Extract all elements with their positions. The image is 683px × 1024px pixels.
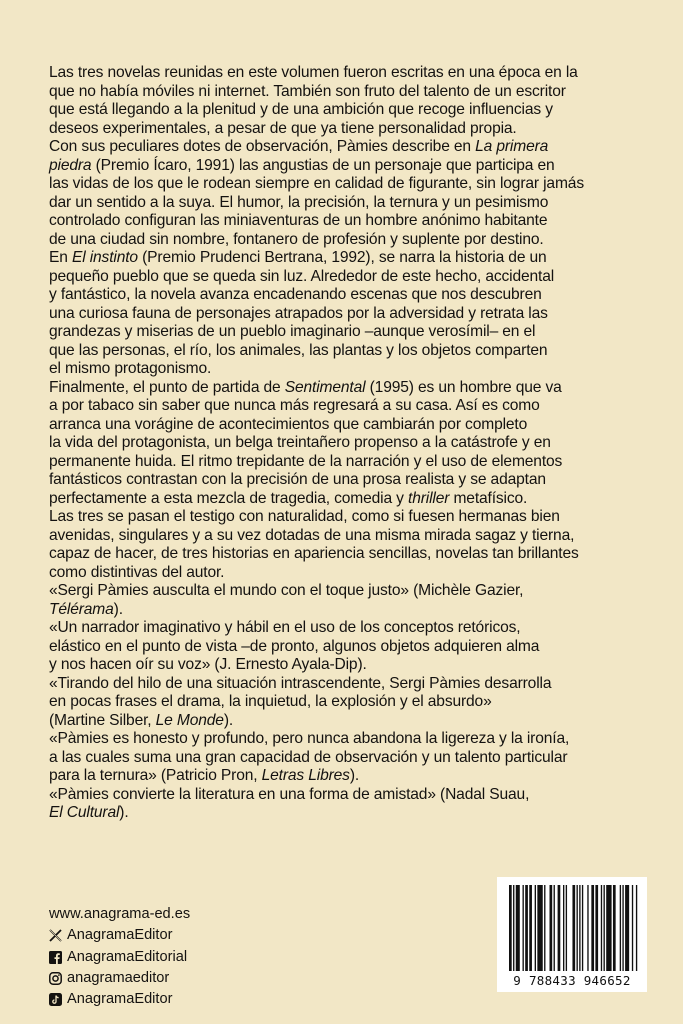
blurb-line: [49, 64, 649, 83]
blurb-text: y fantástico, la novela avanza encadenando escenas que nos descubren: [49, 286, 542, 303]
blurb-text: Las tres se pasan el testigo con naturalidad, como si fuesen hermanas bien: [49, 508, 560, 525]
blurb-text: ).: [113, 600, 123, 618]
facebook-icon: [49, 951, 62, 964]
blurb-text: pequeño pueblo que se queda sin luz. Alrededor de este hecho, accidental: [49, 267, 555, 285]
blurb-italic-text: El Cultural: [49, 804, 120, 821]
barcode-bar: [525, 885, 528, 971]
blurb-line: [49, 175, 649, 194]
barcode-bar: [566, 885, 567, 971]
blurb-line: [49, 508, 649, 527]
blurb-text: capaz de hacer, de tres historias en apariencia sencillas, novelas tan brillantes: [49, 545, 579, 562]
blurb-text: metafísico.: [449, 489, 528, 507]
barcode-bar: [591, 885, 594, 971]
blurb-italic-text: Le Monde: [155, 711, 224, 729]
blurb-text: Finalmente, el punto de partida de: [49, 378, 285, 396]
blurb-text: «Un narrador imaginativo y hábil en el uso de los conceptos retóricos,: [49, 619, 521, 636]
blurb-text: Las tres novelas reunidas en este volumen fueron escritas en una época en la: [49, 64, 578, 81]
website-link[interactable]: www.anagrama-ed.es: [49, 906, 191, 922]
blurb-line: [49, 268, 649, 287]
blurb-text: arranca una vorágine de acontecimientos que cambiarán por completo: [49, 415, 528, 433]
blurb-line: [49, 249, 649, 268]
blurb-text: permanente huida. El ritmo trepidante de la narración y el uso de elementos: [49, 452, 563, 470]
blurb-text: elástico en el punto de vista –de pronto, algunos objetos adquieren alma: [49, 637, 540, 655]
blurb-line: [49, 305, 649, 324]
blurb-italic-text: Sentimental: [284, 378, 366, 396]
blurb-text: de una ciudad sin nombre, fontanero de profesión y suplente por destino.: [49, 230, 544, 248]
blurb-line: [49, 157, 649, 176]
blurb-line: [49, 83, 649, 102]
barcode-bar: [550, 885, 553, 971]
back-cover-blurb: [49, 64, 649, 823]
barcode-bar: [606, 885, 611, 971]
blurb-line: [49, 693, 649, 712]
blurb-text: que está llegando a la plenitud y de una ambición que recoge influencias y: [49, 101, 553, 118]
barcode-bar: [601, 885, 602, 971]
barcode-bar: [636, 885, 637, 971]
barcode-bar: [579, 885, 580, 971]
blurb-italic-text: Télérama: [49, 600, 114, 618]
blurb-line: [49, 342, 649, 361]
blurb-text: deseos experimentales, a pesar de que ya tiene personalidad propia.: [49, 119, 517, 137]
tiktok-row: [49, 989, 190, 1010]
barcode-bar: [523, 885, 524, 971]
blurb-text: a las cuales suma una gran capacidad de observación y un talento particular: [49, 748, 568, 766]
barcode-bar: [513, 885, 514, 971]
blurb-text: En: [49, 249, 72, 266]
x-icon: [49, 929, 62, 942]
blurb-italic-text: piedra: [49, 156, 92, 174]
blurb-text: en pocas frases el drama, la inquietud, la explosión y el absurdo»: [49, 693, 492, 710]
instagram-icon: [49, 972, 62, 985]
blurb-line: [49, 564, 649, 583]
isbn-digits: 9 788433 946652: [513, 973, 631, 988]
blurb-line: [49, 286, 649, 305]
blurb-line: [49, 471, 649, 490]
barcode-bar: [577, 885, 578, 971]
blurb-italic-text: El instinto: [71, 249, 138, 266]
blurb-line: [49, 786, 649, 805]
website-row: [49, 904, 190, 925]
blurb-text: «Pàmies es honesto y profundo, pero nunca abandona la ligereza y la ironía,: [49, 730, 570, 747]
blurb-line: [49, 434, 649, 453]
blurb-text: a por tabaco sin saber que nunca más regresará a su casa. Así es como: [49, 397, 540, 414]
blurb-line: [49, 416, 649, 435]
blurb-text: «Sergi Pàmies ausculta el mundo con el toque justo» (Michèle Gazier,: [49, 582, 524, 599]
blurb-text: fantásticos contrastan con la precisión de una prosa realista y se adaptan: [49, 471, 546, 488]
barcode-bar: [563, 885, 564, 971]
barcode-bar: [529, 885, 532, 971]
facebook-row: [49, 947, 190, 968]
blurb-text: para la ternura» (Patricio Pron,: [49, 767, 262, 784]
blurb-line: [49, 767, 649, 786]
blurb-text: grandezas y miserias de un pueblo imaginario –aunque verosímil– en el: [49, 323, 536, 340]
barcode-bar: [604, 885, 605, 971]
blurb-text: las vidas de los que le rodean siempre en calidad de figurante, sin lograr jamás: [49, 175, 584, 192]
blurb-text: «Pàmies convierte la literatura en una forma de amistad» (Nadal Suau,: [49, 785, 530, 803]
barcode-bar: [622, 885, 623, 971]
barcode-bars: [497, 877, 647, 977]
blurb-italic-text: thriller: [408, 489, 450, 507]
barcode-bar: [613, 885, 616, 971]
blurb-line: [49, 490, 649, 509]
blurb-line: [49, 138, 649, 157]
blurb-text: una curiosa fauna de personajes atrapados por la adversidad y retrata las: [49, 304, 548, 322]
blurb-italic-text: La primera: [475, 138, 549, 155]
barcode-bar: [558, 885, 561, 971]
blurb-line: [49, 582, 649, 601]
barcode-bar: [582, 885, 583, 971]
barcode-bar: [625, 885, 629, 971]
blurb-text: como distintivas del autor.: [49, 563, 225, 581]
blurb-line: [49, 120, 649, 139]
blurb-text: «Tirando del hilo de una situación intrascendente, Sergi Pàmies desarrolla: [49, 674, 552, 692]
barcode-bar: [620, 885, 621, 971]
blurb-line: [49, 675, 649, 694]
barcode-bar: [632, 885, 633, 971]
blurb-line: [49, 194, 649, 213]
barcode-bar: [587, 885, 588, 971]
blurb-text: el mismo protagonismo.: [49, 360, 212, 377]
barcode-bar: [572, 885, 575, 971]
blurb-italic-text: Letras Libres: [261, 767, 350, 784]
x-handle[interactable]: AnagramaEditor: [67, 927, 173, 944]
blurb-line: [49, 545, 649, 564]
barcode-bar: [535, 885, 536, 971]
barcode-bar: [544, 885, 545, 971]
blurb-text: (Premio Ícaro, 1991) las angustias de un personaje que participa en: [91, 156, 555, 174]
blurb-line: [49, 712, 649, 731]
blurb-line: [49, 527, 649, 546]
blurb-text: (Premio Prudenci Bertrana, 1992), se narra la historia de un: [137, 249, 547, 266]
blurb-line: [49, 749, 649, 768]
blurb-text: la vida del protagonista, un belga treintañero propenso a la catástrofe y en: [49, 434, 551, 451]
facebook-handle[interactable]: AnagramaEditorial: [67, 948, 188, 965]
instagram-row: [49, 968, 190, 989]
blurb-line: [49, 619, 649, 638]
tiktok-handle[interactable]: AnagramaEditor: [67, 991, 173, 1008]
blurb-line: [49, 212, 649, 231]
barcode-bar: [537, 885, 542, 971]
blurb-line: [49, 360, 649, 379]
barcode-bar: [509, 885, 512, 971]
blurb-line: [49, 730, 649, 749]
barcode-bar: [516, 885, 520, 971]
blurb-line: [49, 397, 649, 416]
blurb-line: [49, 601, 649, 620]
blurb-text: ).: [223, 711, 234, 729]
blurb-line: [49, 379, 649, 398]
blurb-text: controlado configuran las miniaventuras de un hombre anónimo habitante: [49, 212, 548, 229]
blurb-text: que no había móviles ni internet. También son fruto del talento de un escritor: [49, 82, 566, 100]
publisher-contacts: [49, 904, 190, 1010]
blurb-line: [49, 804, 649, 823]
barcode-bar: [595, 885, 598, 971]
blurb-text: dar un sentido a la suya. El humor, la precisión, la ternura y un pesimismo: [49, 193, 549, 211]
blurb-text: perfectamente a esta mezcla de tragedia, comedia y: [49, 489, 409, 507]
blurb-text: ).: [119, 804, 129, 821]
instagram-handle[interactable]: anagramaeditor: [67, 969, 170, 986]
isbn-barcode: [497, 877, 647, 992]
blurb-line: [49, 453, 649, 472]
blurb-line: [49, 323, 649, 342]
blurb-text: ).: [349, 767, 360, 784]
blurb-line: [49, 656, 649, 675]
blurb-text: (1995) es un hombre que va: [365, 378, 562, 396]
tiktok-icon: [49, 993, 62, 1006]
blurb-line: [49, 638, 649, 657]
blurb-line: [49, 101, 649, 120]
blurb-text: que las personas, el río, los animales, las plantas y los objetos comparten: [49, 341, 548, 359]
blurb-text: (Martine Silber,: [49, 711, 156, 729]
barcode-bar: [554, 885, 555, 971]
blurb-text: avenidas, singulares y a su vez dotadas de una misma mirada sagaz y tierna,: [49, 526, 575, 544]
blurb-text: Con sus peculiares dotes de observación, Pàmies describe en: [49, 138, 476, 155]
blurb-line: [49, 231, 649, 250]
x-row: [49, 925, 190, 946]
blurb-text: y nos hacen oír su voz» (J. Ernesto Ayala-Dip).: [49, 656, 367, 673]
